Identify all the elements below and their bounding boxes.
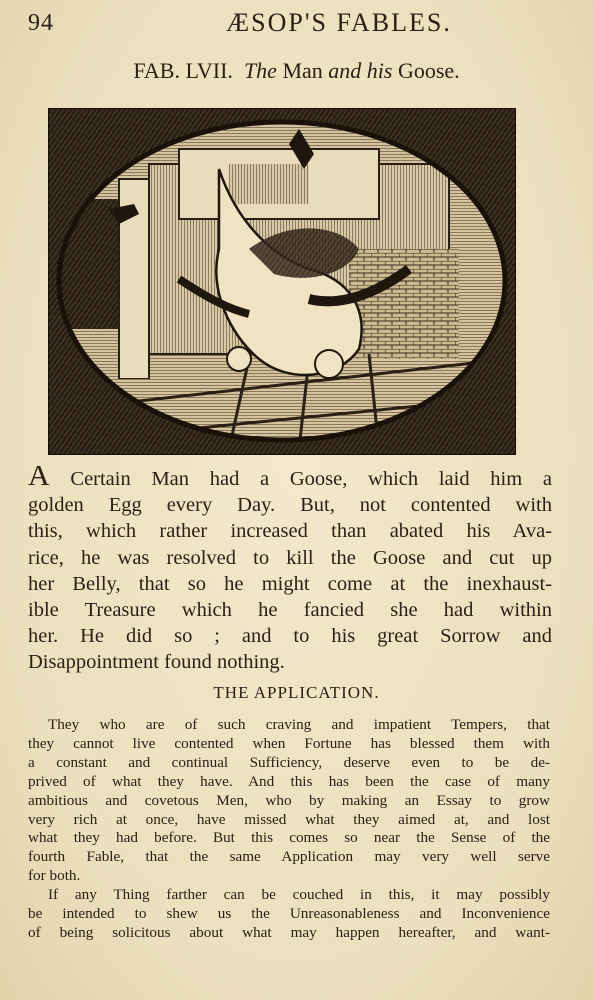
application-body: [28, 716, 550, 943]
application-line-1: They who are of such craving and impatient Tempers, that: [48, 716, 550, 733]
fable-title: [0, 58, 593, 84]
fable-title-the: The: [243, 58, 277, 83]
page-number: 94: [28, 10, 54, 36]
fable-line-2: golden Egg every Day. But, not contented with: [28, 494, 552, 517]
fable-title-goose: Goose.: [397, 58, 460, 83]
application-line-6: very rich at once, have missed what they aimed at, and lost: [28, 810, 550, 828]
fable-title-and-his: and his: [328, 58, 393, 83]
application-line-12: of being solicitous about what may happen hereafter, and want-: [28, 923, 550, 941]
fable-line-text: Certain Man had a Goose, which laid him a: [70, 468, 552, 490]
application-line-7: what they had before. But this comes so near the Sense of the: [28, 829, 550, 847]
application-line-2: they cannot live contented when Fortune has blessed them with: [28, 734, 550, 752]
application-line-10: If any Thing farther can be couched in this, it may possibly: [48, 886, 550, 904]
fable-line-1: [28, 466, 552, 492]
woodcut-engraving: [49, 109, 515, 454]
application-line-5: ambitious and covetous Men, who by making an Essay to grow: [28, 791, 550, 809]
fable-line-3: this, which rather increased than abated his Ava-: [28, 520, 552, 543]
fable-body: [28, 466, 552, 676]
woodcut-illustration: [48, 108, 516, 455]
fable-title-man: Man: [282, 58, 323, 83]
fable-line-5: her Belly, that so he might come at the inexhaust-: [28, 572, 552, 595]
application-heading: THE APPLICATION.: [213, 683, 380, 702]
application-line-9: for both.: [28, 867, 81, 885]
application-line-11: be intended to shew us the Unreasonableness and Inconvenience: [28, 905, 550, 923]
application-line-8: fourth Fable, that the same Application may very well serve: [28, 848, 550, 866]
dropcap-letter: A: [28, 466, 50, 492]
fable-line-7: her. He did so ; and to his great Sorrow and: [28, 625, 552, 648]
running-head: [28, 6, 563, 40]
running-title: ÆSOP'S FABLES.: [226, 8, 452, 37]
fable-line-6: ible Treasure which he fancied she had within: [28, 599, 552, 622]
fable-number: FAB. LVII.: [133, 58, 233, 83]
application-line-4: prived of what they have. And this has been the case of many: [28, 772, 550, 790]
fable-line-4: rice, he was resolved to kill the Goose and cut up: [28, 546, 552, 569]
application-line-3: a constant and continual Sufficiency, deserve even to be de-: [28, 753, 550, 771]
fable-line-8: Disappointment found nothing.: [28, 651, 285, 674]
